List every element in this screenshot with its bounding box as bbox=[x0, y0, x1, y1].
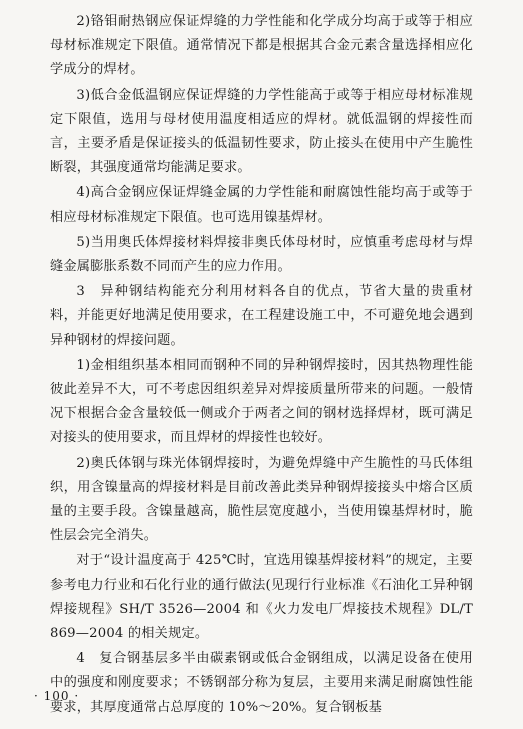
paragraph: 3 异种钢结构能充分利用材料各自的优点，节省大量的贵重材料，并能更好地满足使用要求，在工程建设施工中，不可避免地会遇到异种钢材的焊接问题。 bbox=[50, 284, 473, 348]
paragraph: 5)当用奥氏体焊接材料焊接非奥氏体母材时，应慎重考虑母材与焊缝金属膨胀系数不同而产生的应力作用。 bbox=[50, 234, 473, 275]
paragraph: 1)金相组织基本相同而钢种不同的异种钢焊接时，因其热物理性能彼此差异不大，可不考虑因组织差异对焊接质量所带来的问题。一般情况下根据合金含量较低一侧或介于两者之间的钢材选择焊材，既可满足对接头的使用要求，而且焊材的焊接性也较好。 bbox=[50, 357, 473, 446]
paragraph: 2)铬钼耐热钢应保证焊缝的力学性能和化学成分均高于或等于相应母材标准规定下限值。通常情况下都是根据其合金元素含量选择相应化学成分的焊材。 bbox=[50, 14, 473, 78]
paragraph: 4)高合金钢应保证焊缝金属的力学性能和耐腐蚀性能均高于或等于相应母材标准规定下限值。也可选用镍基焊材。 bbox=[50, 185, 473, 225]
paragraph: 对于“设计温度高于 425℃时，宜选用镍基焊接材料”的规定，主要参考电力行业和石化行业的通行做法(见现行行业标准《石油化工异种钢焊接规程》SH/T 3526—2004 和《火力发电厂焊接技术规程》DL/T 869—2004 的相关规定。 bbox=[50, 553, 473, 642]
paragraph: 2)奥氏体钢与珠光体钢焊接时，为避免焊缝中产生脆性的马氏体组织，用含镍量高的焊接材料是目前改善此类异种钢焊接接头中熔合区质量的主要手段。含镍量越高，脆性层宽度越小，当使用镍基焊材时，脆性层会完全消失。 bbox=[50, 455, 473, 544]
page-number: · 100 · bbox=[34, 689, 80, 703]
paragraph: 4 复合钢基层多半由碳素钢或低合金钢组成，以满足设备在使用中的强度和刚度要求；不锈钢部分称为复层，主要用来满足耐腐蚀性能要求，其厚度通常占总厚度的 10%～20%。复合钢板基 bbox=[50, 651, 473, 715]
paragraph: 3)低合金低温钢应保证焊缝的力学性能高于或等于相应母材标准规定下限值，选用与母材使用温度相适应的焊材。就低温钢的焊接性而言，主要矛盾是保证接头的低温韧性要求，防止接头在使用中产生脆性断裂，其强度通常均能满足要求。 bbox=[50, 87, 473, 176]
body-text bbox=[50, 10, 473, 721]
